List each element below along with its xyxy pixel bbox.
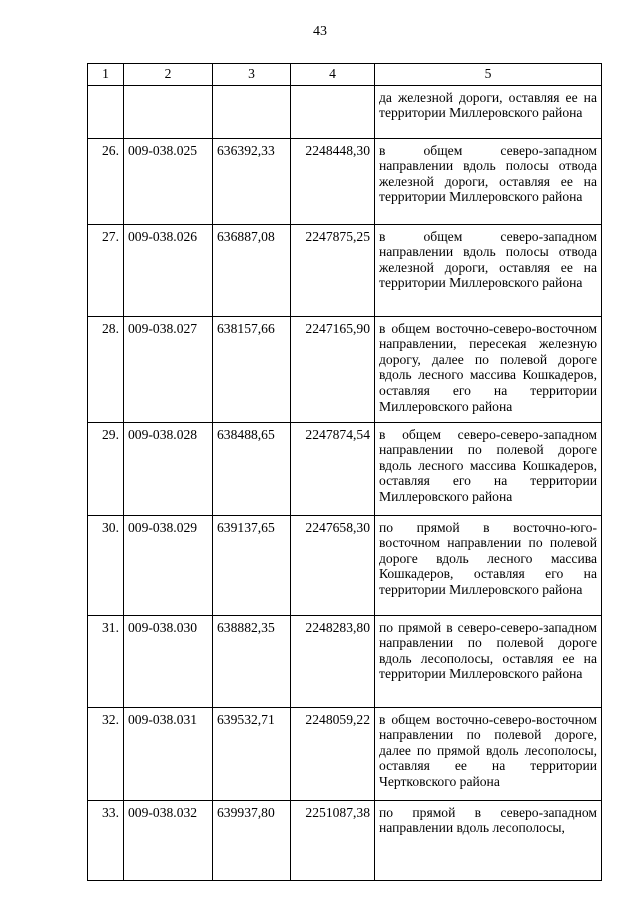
boundary-description: в общем северо-западном направлении вдоль полосы отвода железной дороги, оставляя ее на территории Миллеровского района (375, 224, 602, 316)
y-coordinate: 2248059,22 (291, 707, 375, 800)
continuation-row (88, 85, 602, 138)
point-code: 009-038.030 (124, 615, 213, 707)
row-number: 27. (88, 224, 124, 316)
boundary-description: в общем северо-северо-западном направлении по полевой дороге вдоль лесного массива Кошкадеров, оставляя его на территории Миллеровского района (375, 422, 602, 515)
table-row (88, 224, 602, 316)
continuation-description: да железной дороги, оставляя ее на территории Миллеровского района (375, 85, 602, 138)
column-header: 5 (375, 64, 602, 86)
boundary-description: по прямой в северо-северо-западном направлении по полевой дороге вдоль лесополосы, оставляя ее на территории Миллеровского района (375, 615, 602, 707)
y-coordinate: 2251087,38 (291, 800, 375, 880)
y-coordinate: 2248448,30 (291, 138, 375, 224)
boundary-description: в общем восточно-северо-восточном направлении, пересекая железную дорогу, далее по полевой дороге вдоль лесного массива Кошкадеров, оставляя его на территории Миллеровского района (375, 316, 602, 422)
row-number: 29. (88, 422, 124, 515)
boundary-description: в общем восточно-северо-восточном направлении по полевой дороге, далее по прямой вдоль лесополосы, оставляя ее на территории Чертковского района (375, 707, 602, 800)
x-coordinate: 639137,65 (213, 515, 291, 615)
point-code: 009-038.029 (124, 515, 213, 615)
row-number: 32. (88, 707, 124, 800)
y-coordinate: 2247875,25 (291, 224, 375, 316)
table-header-row (88, 64, 602, 86)
x-coordinate: 638157,66 (213, 316, 291, 422)
table-row (88, 515, 602, 615)
table-body (88, 138, 602, 880)
point-code: 009-038.026 (124, 224, 213, 316)
y-coordinate: 2247874,54 (291, 422, 375, 515)
boundary-description: в общем северо-западном направлении вдоль полосы отвода железной дороги, оставляя ее на территории Миллеровского района (375, 138, 602, 224)
x-coordinate: 638882,35 (213, 615, 291, 707)
x-coordinate: 636392,33 (213, 138, 291, 224)
y-coordinate: 2248283,80 (291, 615, 375, 707)
x-coordinate: 636887,08 (213, 224, 291, 316)
row-number: 31. (88, 615, 124, 707)
y-coordinate: 2247658,30 (291, 515, 375, 615)
point-code: 009-038.032 (124, 800, 213, 880)
table-row (88, 316, 602, 422)
row-number: 30. (88, 515, 124, 615)
column-header: 4 (291, 64, 375, 86)
boundary-points-table (87, 63, 602, 881)
page-number: 43 (313, 24, 327, 39)
boundary-description: по прямой в северо-западном направлении вдоль лесополосы, (375, 800, 602, 880)
row-number: 28. (88, 316, 124, 422)
table-row (88, 707, 602, 800)
row-number: 26. (88, 138, 124, 224)
table-row (88, 800, 602, 880)
point-code: 009-038.028 (124, 422, 213, 515)
x-coordinate: 639937,80 (213, 800, 291, 880)
column-header: 2 (124, 64, 213, 86)
column-header: 3 (213, 64, 291, 86)
point-code: 009-038.027 (124, 316, 213, 422)
point-code: 009-038.031 (124, 707, 213, 800)
column-header: 1 (88, 64, 124, 86)
boundary-description: по прямой в восточно-юго-восточном направлении по полевой дороге вдоль лесного массива Кошкадеров, оставляя его на территории Миллеровского района (375, 515, 602, 615)
point-code: 009-038.025 (124, 138, 213, 224)
table-row (88, 422, 602, 515)
x-coordinate: 638488,65 (213, 422, 291, 515)
y-coordinate: 2247165,90 (291, 316, 375, 422)
table-row (88, 615, 602, 707)
table-row (88, 138, 602, 224)
x-coordinate: 639532,71 (213, 707, 291, 800)
row-number: 33. (88, 800, 124, 880)
